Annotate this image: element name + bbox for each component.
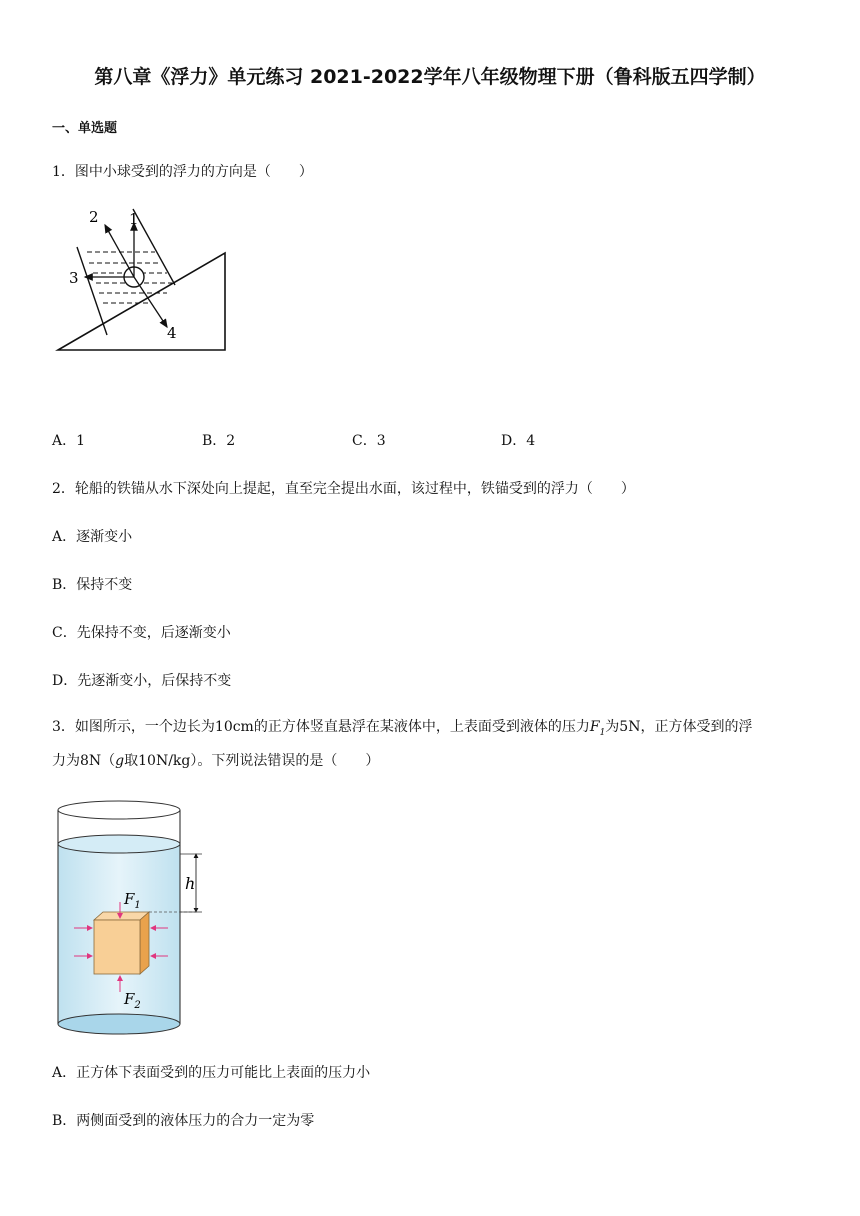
label-1: 1 <box>129 210 139 228</box>
q3-figure <box>52 798 212 1038</box>
q2-option-d: D．先逐渐变小，后保持不变 <box>52 673 232 689</box>
arrow-2 <box>105 225 134 277</box>
cube <box>94 920 140 974</box>
q3-option-a: A．正方体下表面受到的压力可能比上表面的压力小 <box>52 1065 371 1081</box>
section-heading: 一、单选题 <box>52 121 118 136</box>
page-title: 第八章《浮力》单元练习 2021-2022学年八年级物理下册（鲁科版五四学制） <box>94 66 766 88</box>
arrow-4 <box>134 277 167 327</box>
label-3: 3 <box>69 269 79 287</box>
q1-figure <box>55 205 230 355</box>
q1-option-c: C．3 <box>352 433 386 449</box>
q2-option-b: B．保持不变 <box>52 577 133 593</box>
q3-stem-line2: 力为8N（g取10N/kg）。下列说法错误的是（ ） <box>52 753 380 769</box>
container-left-wall <box>77 247 107 335</box>
label-4: 4 <box>167 324 177 342</box>
q2-option-a: A．逐渐变小 <box>52 529 133 545</box>
q1-option-b: B．2 <box>202 433 236 449</box>
q1-stem: 1．图中小球受到的浮力的方向是（ ） <box>52 164 313 180</box>
q1-option-a: A．1 <box>52 433 86 449</box>
q2-option-c: C．先保持不变，后逐渐变小 <box>52 625 231 641</box>
q2-stem: 2．轮船的铁锚从水下深处向上提起，直至完全提出水面，该过程中，铁锚受到的浮力（ ） <box>52 481 635 497</box>
label-2: 2 <box>89 208 99 226</box>
incline-triangle <box>58 253 225 350</box>
label-h: h <box>185 874 196 893</box>
q3-option-b: B．两侧面受到的液体压力的合力一定为零 <box>52 1113 315 1129</box>
label-f2: $F_2$ <box>124 990 141 1011</box>
label-f1: $F_1$ <box>124 890 141 911</box>
q1-option-d: D．4 <box>501 433 536 449</box>
q3-stem-line1: 3．如图所示，一个边长为10cm的正方体竖直悬浮在某液体中，上表面受到液体的压力$F_1$为5N，正方体受到的浮 <box>52 719 753 738</box>
